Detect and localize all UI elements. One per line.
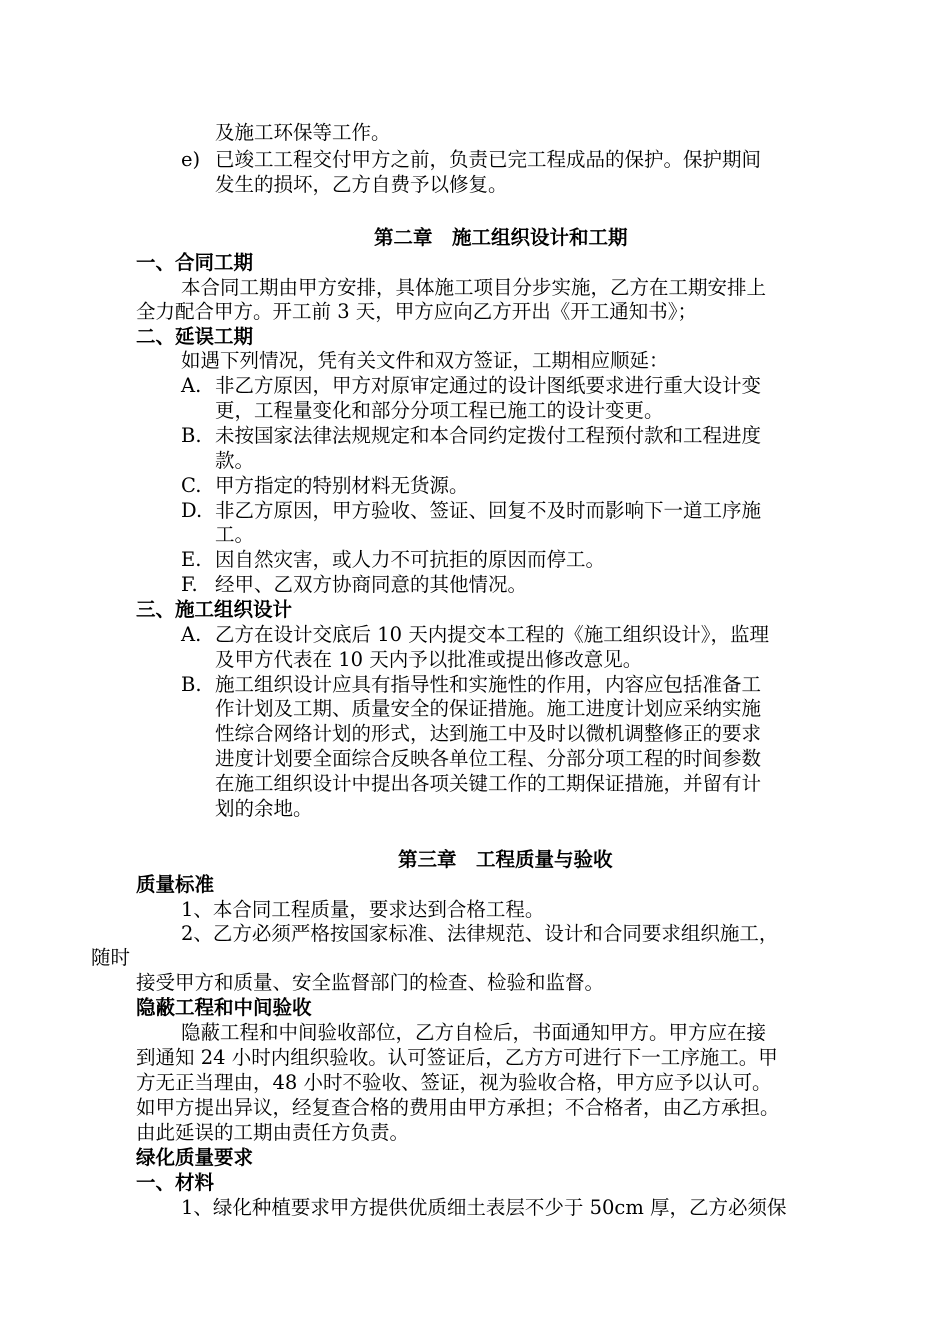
list-item-line: 施工组织设计应具有指导性和实施性的作用，内容应包括准备工 (215, 673, 762, 696)
list-marker: D. (181, 499, 203, 522)
list-marker: A. (181, 623, 202, 646)
list-item-line: 未按国家法律法规规定和本合同约定拨付工程预付款和工程进度 (215, 424, 762, 447)
list-marker: E. (181, 548, 202, 571)
paragraph-line: 及施工环保等工作。 (215, 121, 391, 144)
paragraph-line: 1、绿化种植要求甲方提供优质细土表层不少于 50cm 厚，乙方必须保 (181, 1196, 787, 1219)
paragraph-line: 1、本合同工程质量，要求达到合格工程。 (181, 898, 545, 921)
list-item-line: 乙方在设计交底后 10 天内提交本工程的《施工组织设计》，监理 (215, 623, 769, 646)
paragraph-line: 接受甲方和质量、安全监督部门的检查、检验和监督。 (136, 971, 605, 994)
list-item-line: 更，工程量变化和部分分项工程已施工的设计变更。 (215, 399, 664, 422)
list-item-line: 甲方指定的特别材料无货源。 (215, 474, 469, 497)
list-item-line: 在施工组织设计中提出各项关键工作的工期保证措施，并留有计 (215, 772, 762, 795)
list-item-line: 非乙方原因，甲方对原审定通过的设计图纸要求进行重大设计变 (215, 374, 762, 397)
section-heading: 绿化质量要求 (136, 1146, 254, 1169)
list-item-line: 工。 (215, 523, 255, 546)
list-marker: F. (181, 573, 198, 596)
paragraph-line: 由此延误的工期由责任方负责。 (136, 1121, 410, 1144)
chapter-title: 第二章 施工组织设计和工期 (374, 226, 628, 249)
paragraph-line: 本合同工期由甲方安排，具体施工项目分步实施，乙方在工期安排上 (181, 276, 767, 299)
section-heading: 二、延误工期 (136, 325, 254, 348)
section-heading: 一、合同工期 (136, 251, 254, 274)
paragraph-line: 隐蔽工程和中间验收部位，乙方自检后，书面通知甲方。甲方应在接 (181, 1021, 767, 1044)
paragraph-line: 2、乙方必须严格按国家标准、法律规范、设计和合同要求组织施工， (181, 922, 779, 945)
list-item-line: 进度计划要全面综合反映各单位工程、分部分项工程的时间参数 (215, 747, 762, 770)
list-item-line: 款。 (215, 449, 255, 472)
list-marker: e) (181, 148, 201, 171)
paragraph-line: 方无正当理由，48 小时不验收、签证，视为验收合格，甲方应予以认可。 (136, 1071, 772, 1094)
list-item-line: 因自然灾害，或人力不可抗拒的原因而停工。 (215, 548, 606, 571)
paragraph-line: 随时 (91, 946, 131, 969)
section-heading: 隐蔽工程和中间验收 (136, 996, 312, 1019)
list-item-line: 性综合网络计划的形式，达到施工中及时以微机调整修正的要求 (215, 722, 762, 745)
list-marker: B. (181, 424, 202, 447)
paragraph-line: 如甲方提出异议，经复查合格的费用由甲方承担；不合格者，由乙方承担。 (136, 1096, 780, 1119)
list-marker: B. (181, 673, 202, 696)
paragraph-line: 已竣工工程交付甲方之前，负责已完工程成品的保护。保护期间 (215, 148, 762, 171)
section-heading: 一、材料 (136, 1171, 215, 1194)
list-item-line: 作计划及工期、质量安全的保证措施。施工进度计划应采纳实施 (215, 697, 762, 720)
section-heading: 三、施工组织设计 (136, 598, 293, 621)
list-item-line: 经甲、乙双方协商同意的其他情况。 (215, 573, 528, 596)
list-item-line: 及甲方代表在 10 天内予以批准或提出修改意见。 (215, 648, 643, 671)
paragraph-line: 到通知 24 小时内组织验收。认可签证后，乙方方可进行下一工序施工。甲 (136, 1046, 778, 1069)
chapter-title: 第三章 工程质量与验收 (398, 848, 613, 871)
section-heading: 质量标准 (136, 873, 215, 896)
list-item-line: 划的余地。 (215, 797, 313, 820)
list-item-line: 非乙方原因，甲方验收、签证、回复不及时而影响下一道工序施 (215, 499, 762, 522)
paragraph-line: 发生的损坏，乙方自费予以修复。 (215, 173, 508, 196)
paragraph-line: 全力配合甲方。开工前 3 天，甲方应向乙方开出《开工通知书》； (136, 300, 698, 323)
paragraph-line: 如遇下列情况，凭有关文件和双方签证，工期相应顺延： (181, 349, 669, 372)
list-marker: A. (181, 374, 202, 397)
list-marker: C. (181, 474, 202, 497)
